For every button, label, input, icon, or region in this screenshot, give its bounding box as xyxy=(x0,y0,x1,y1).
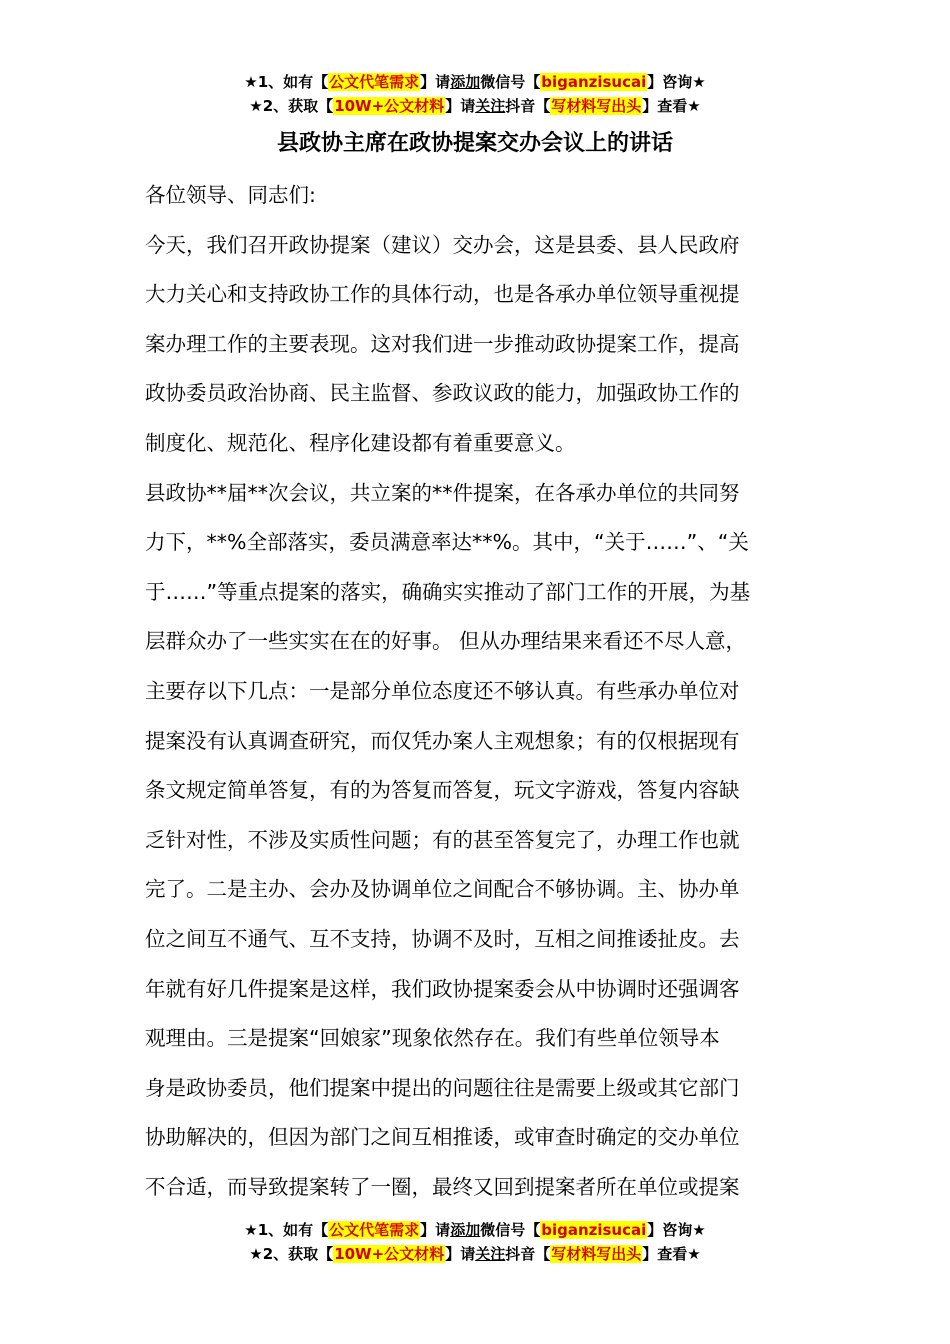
banner-text: 】查看★ xyxy=(642,1245,701,1263)
banner-text: ★2、获取【 xyxy=(249,97,334,115)
banner-text: 】咨询★ xyxy=(647,73,706,91)
banner-text: 】查看★ xyxy=(642,97,701,115)
banner-text: ★2、获取【 xyxy=(249,1245,334,1263)
bottom-banner xyxy=(0,1218,950,1266)
banner-highlight: 10W+公文材料 xyxy=(334,97,445,115)
paragraph-1: 今天，我们召开政协提案（建议）交办会，这是县委、县人民政府 大力关心和支持政协工作的具体行动，也是各承办单位领导重视提 案办理工作的主要表现。这对我们进一步推动政协提案工作，提高 政协委员政治协商、民主监督、参政议政的能力，加强政协工作的 制度化、规范化、程序化建设都有着重要意义。 xyxy=(145,232,740,455)
banner-highlight: biganzisucai xyxy=(541,73,647,91)
document-title: 县政协主席在政协提案交办会议上的讲话 xyxy=(276,131,673,156)
banner-line-2 xyxy=(0,94,950,118)
banner-text: 】请 xyxy=(445,1245,476,1263)
banner-text: 微信号【 xyxy=(480,1221,541,1239)
banner-highlight: 10W+公文材料 xyxy=(334,1245,445,1263)
banner-text: ★1、如有【 xyxy=(244,1221,329,1239)
banner-text: 】请 xyxy=(445,97,476,115)
banner-text: 】咨询★ xyxy=(647,1221,706,1239)
banner-line-1 xyxy=(0,1218,950,1242)
top-banner xyxy=(0,70,950,118)
banner-underlined: 关注 xyxy=(475,1245,506,1263)
banner-text: 】请 xyxy=(420,73,451,91)
banner-text: 抖音【 xyxy=(505,1245,551,1263)
banner-highlight: biganzisucai xyxy=(541,1221,647,1239)
document-body xyxy=(145,171,810,1212)
banner-underlined: 添加 xyxy=(450,73,481,91)
paragraph-2: 县政协**届**次会议，共立案的**件提案，在各承办单位的共同努 力下，**%全部落实，委员满意率达**%。其中，“关于……”、“关 于……”等重点提案的落实，确确实实推动了部门工作的开展，为基 层群众办了一些实实在在的好事。 但从办理结果来看还不尽人意， 主要存以下几点：一是部分单位态度还不够认真。有些承办单位对 提案没有认真调查研究，而仅凭办案人主观想象；有的仅根据现有 条文规定简单答复，有的为答复而答复，玩文字游戏，答复内容缺 乏针对性，不涉及实质性问题；有的甚至答复完了，办理工作也就 完了。二是主办、会办及协调单位之间配合不够协调。主、协办单 位之间互不通气、互不支持，协调不及时，互相之间推诿扯皮。去 年就有好几件提案是这样，我们政协提案委会从中协调时还强调客 观理由。三是提案“回娘家”现象依然存在。我们有些单位领导本 身是政协委员，他们提案中提出的问题往往是需要上级或其它部门 协助解决的，但因为部门之间互相推诿，或审查时确定的交办单位 不合适，而导致提案转了一圈，最终又回到提案者所在单位或提案 xyxy=(145,480,751,1199)
banner-line-2 xyxy=(0,1242,950,1266)
banner-underlined: 关注 xyxy=(475,97,506,115)
salutation: 各位领导、同志们: xyxy=(145,183,316,207)
banner-highlight: 公文代笔需求 xyxy=(329,1221,420,1239)
banner-highlight: 写材料写出头 xyxy=(551,97,642,115)
banner-text: 微信号【 xyxy=(480,73,541,91)
banner-underlined: 添加 xyxy=(450,1221,481,1239)
banner-highlight: 公文代笔需求 xyxy=(329,73,420,91)
banner-line-1 xyxy=(0,70,950,94)
banner-text: ★1、如有【 xyxy=(244,73,329,91)
banner-highlight: 写材料写出头 xyxy=(551,1245,642,1263)
banner-text: 】请 xyxy=(420,1221,451,1239)
banner-text: 抖音【 xyxy=(505,97,551,115)
